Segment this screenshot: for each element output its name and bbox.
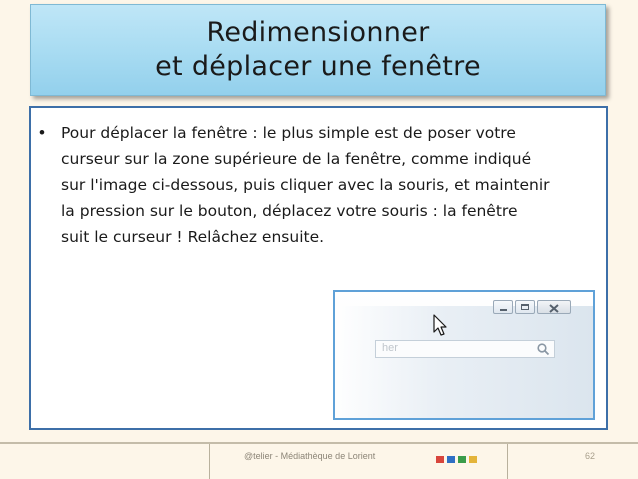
bullet-text — [61, 120, 550, 250]
content-box — [29, 106, 608, 430]
close-icon — [537, 300, 571, 314]
window-frame — [335, 306, 593, 420]
bullet-point: • — [39, 123, 45, 142]
maximize-icon — [515, 300, 535, 314]
footer-page-cell — [507, 444, 638, 479]
footer-credit: @telier - Médiathèque de Lorient — [244, 451, 376, 461]
logo-square — [447, 456, 455, 463]
logo-square — [436, 456, 444, 463]
paragraph-line: suit le curseur ! Relâchez ensuite. — [61, 228, 325, 246]
logo-square — [458, 456, 466, 463]
logo-squares — [436, 456, 477, 463]
paragraph-line: la pression sur le bouton, déplacez votre souris : la fenêtre — [61, 202, 518, 220]
paragraph-line: sur l'image ci-dessous, puis cliquer avec la souris, et maintenir — [61, 176, 550, 194]
logo-square — [469, 456, 477, 463]
mouse-cursor-icon — [433, 314, 449, 338]
paragraph-line: Pour déplacer la fenêtre : le plus simple est de poser votre — [61, 124, 516, 142]
search-field — [375, 340, 555, 358]
search-icon — [536, 342, 550, 356]
page-number: 62 — [585, 451, 596, 461]
minimize-icon — [493, 300, 513, 314]
title-line-2: et déplacer une fenêtre — [155, 51, 481, 82]
bullet-item — [39, 120, 597, 250]
slide-title-box — [30, 4, 606, 96]
paragraph-line: curseur sur la zone supérieure de la fenêtre, comme indiqué — [61, 150, 532, 168]
search-placeholder: her — [382, 342, 398, 354]
title-line-1: Redimensionner — [206, 17, 430, 48]
window-controls — [493, 300, 571, 314]
window-illustration — [333, 290, 595, 420]
